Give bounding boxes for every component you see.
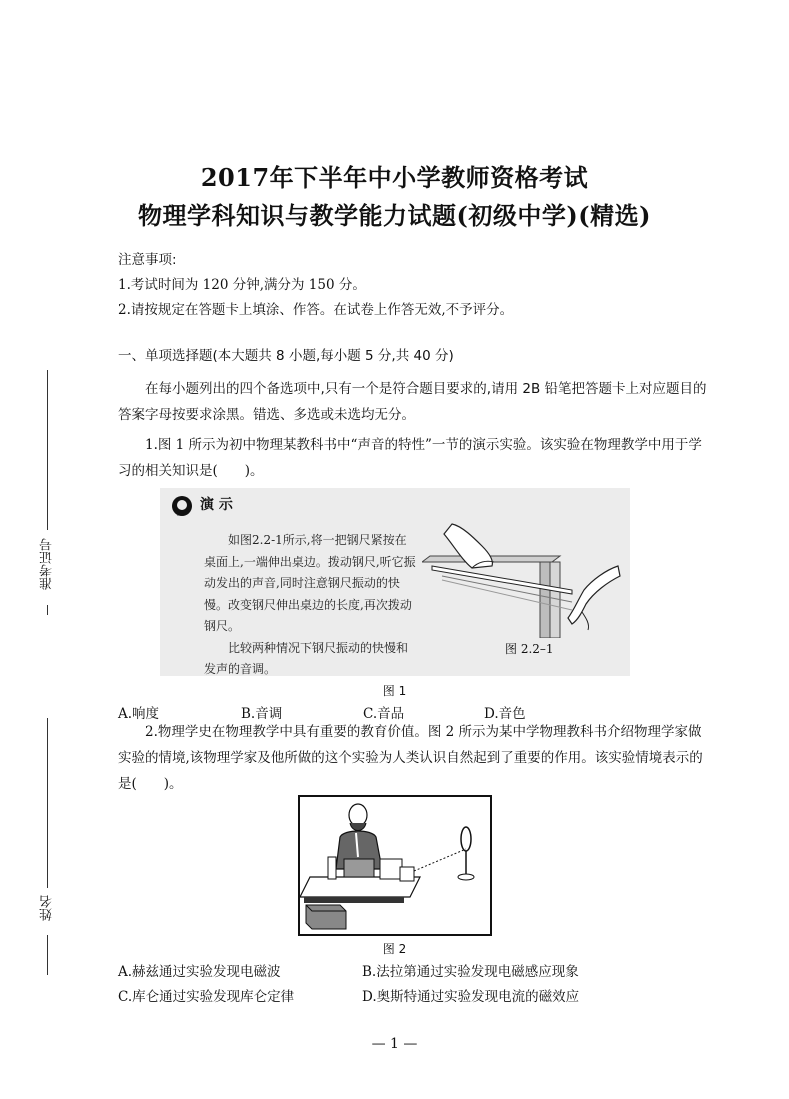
figure-2 <box>298 795 492 936</box>
notice-heading: 注意事项: <box>118 252 177 268</box>
figure-1 <box>160 488 630 676</box>
notice-item-1: 1.考试时间为 120 分钟,满分为 150 分。 <box>118 277 366 293</box>
section-heading: 一、单项选择题(本大题共 8 小题,每小题 5 分,共 40 分) <box>118 348 454 364</box>
question-2-text: 2.物理学史在物理教学中具有重要的教育价值。图 2 所示为某中学物理教科书介绍物理学家做实验的情境,该物理学家及他所做的这个实验为人类认识自然起到了重要的作用。该实验情境表示的是( )。 <box>118 724 703 792</box>
exam-id-label: 准考证号 <box>40 538 55 590</box>
exam-subtitle: 物理学科知识与教学能力试题(初级中学)(精选) <box>138 201 651 230</box>
figure-1-body-para-1: 如图2.2-1所示,将一把钢尺紧按在桌面上,一端伸出桌边。拨动钢尺,听它振动发出的声音,同时注意钢尺振动的快慢。改变钢尺伸出桌边的长度,再次拨动钢尺。 <box>204 533 416 633</box>
question-2-option-a: A.赫兹通过实验发现电磁波 <box>118 964 281 980</box>
section-instruction: 在每小题列出的四个备选项中,只有一个是符合题目要求的,请用 2B 铅笔把答题卡上对应题目的答案字母按要求涂黑。错选、多选或未选均无分。 <box>118 381 707 423</box>
figure-1-body-para-2: 比较两种情况下钢尺振动的快慢和发声的音调。 <box>204 640 409 676</box>
figure-1-body <box>204 530 416 681</box>
demo-icon <box>170 494 194 518</box>
figure-1-caption: 图 1 <box>382 684 407 698</box>
question-1-option-d: D.音色 <box>484 706 526 722</box>
question-1-text: 1.图 1 所示为初中物理某教科书中“声音的特性”一节的演示实验。该实验在物理教学中用于学习的相关知识是( )。 <box>118 437 702 479</box>
exam-title: 2017年下半年中小学教师资格考试 <box>200 163 589 192</box>
ruler-illustration <box>422 516 622 638</box>
question-2-option-b: B.法拉第通过实验发现电磁感应现象 <box>362 964 579 980</box>
question-1-option-c: C.音品 <box>363 706 405 722</box>
binding-line <box>47 718 48 888</box>
notice-item-2: 2.请按规定在答题卡上填涂、作答。在试卷上作答无效,不予评分。 <box>118 302 514 318</box>
question-2-option-c: C.库仑通过实验发现库仑定律 <box>118 989 295 1005</box>
figure-1-inner-caption: 图 2.2–1 <box>505 642 554 656</box>
scientist-experiment-illustration <box>300 797 490 934</box>
binding-line <box>47 370 48 530</box>
name-label: 姓名 <box>40 895 55 921</box>
question-2-option-d: D.奥斯特通过实验发现电流的磁效应 <box>362 989 580 1005</box>
binding-line <box>47 605 48 615</box>
question-1-option-b: B.音调 <box>241 706 283 722</box>
page-number: — 1 — <box>371 1036 418 1052</box>
figure-2-caption: 图 2 <box>382 942 407 956</box>
figure-1-header: 演 示 <box>200 497 233 513</box>
question-1-option-a: A.响度 <box>118 706 160 722</box>
